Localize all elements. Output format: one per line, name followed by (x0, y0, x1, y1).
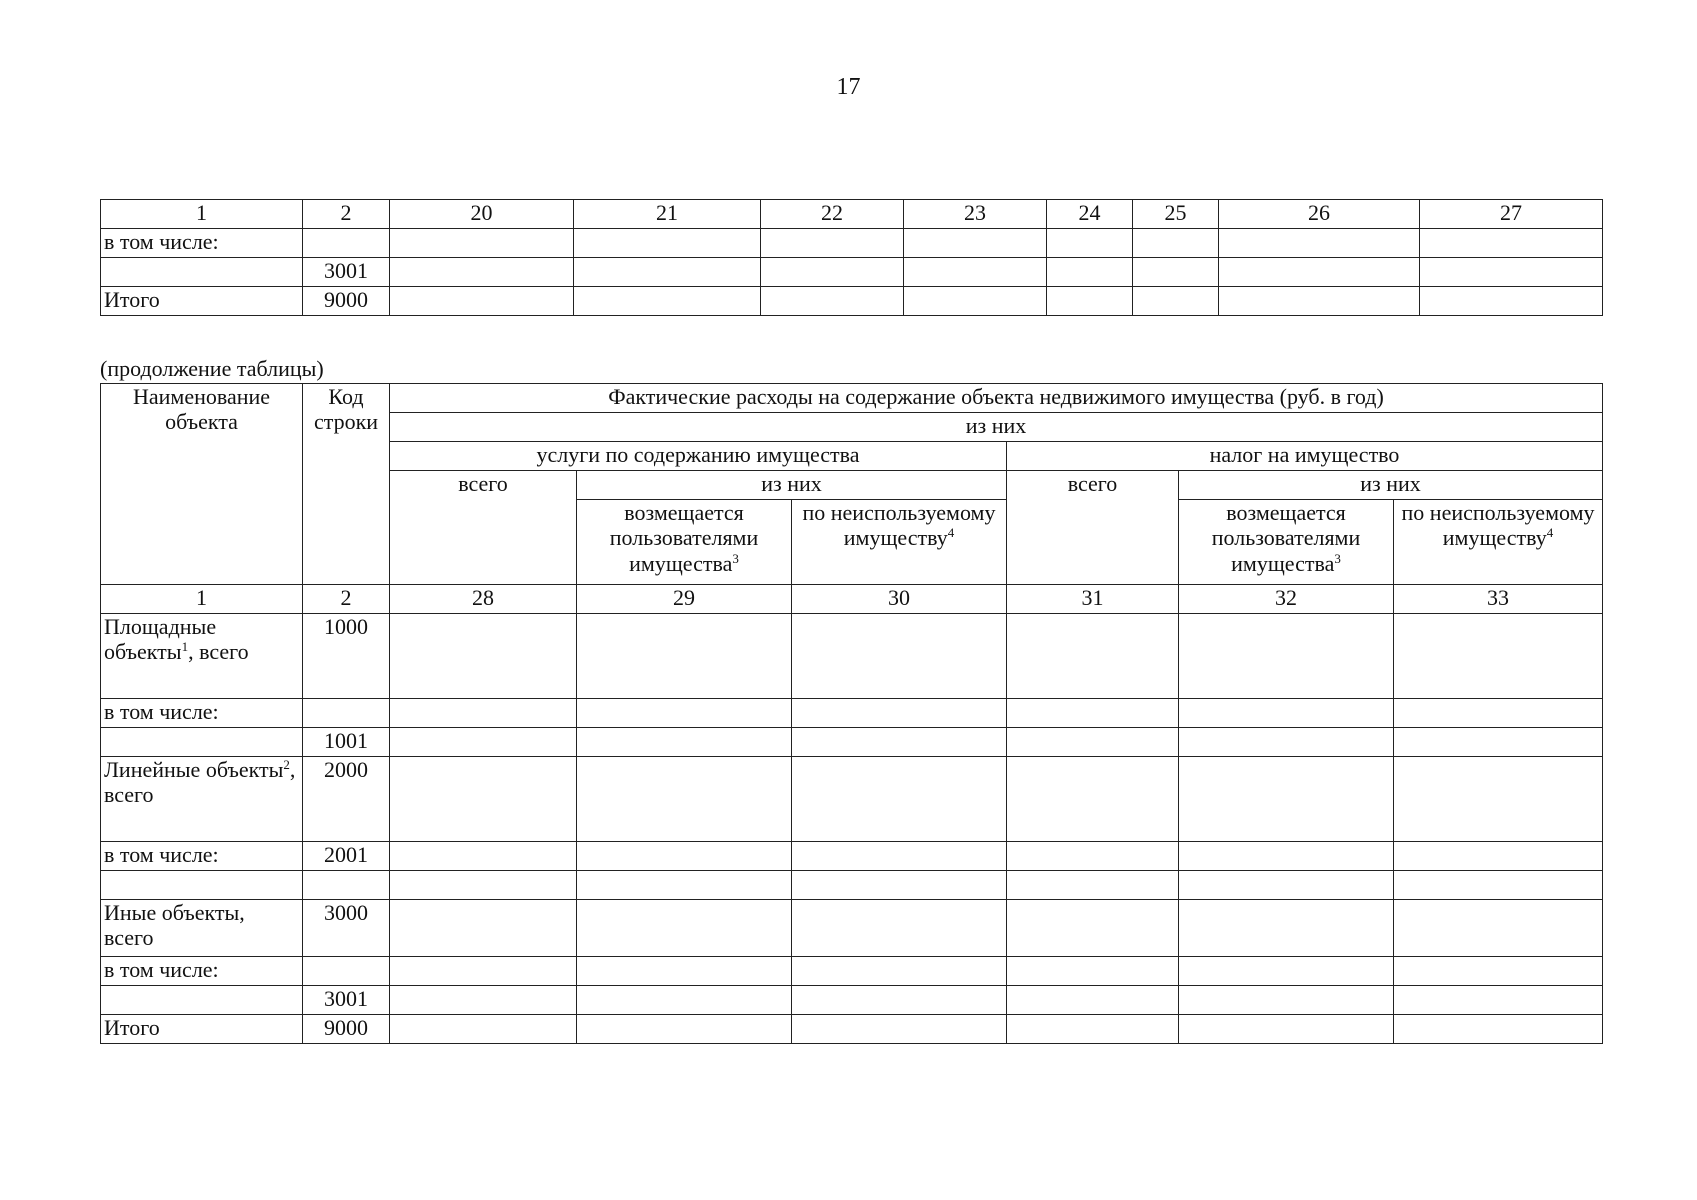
data-cell[interactable] (1179, 728, 1394, 757)
data-cell[interactable] (390, 1015, 577, 1044)
data-cell[interactable] (1219, 229, 1420, 258)
row-code: 3000 (303, 900, 390, 957)
header-cell: 21 (574, 200, 761, 229)
header-row-1 (101, 384, 1603, 413)
header-services-unused (792, 500, 1007, 585)
row-name-suffix: , всего (188, 639, 249, 665)
row-name (101, 258, 303, 287)
header-cell: 1 (101, 200, 303, 229)
data-cell[interactable] (1007, 986, 1179, 1015)
data-cell[interactable] (1420, 258, 1603, 287)
data-cell[interactable] (1394, 728, 1603, 757)
footnote-mark: 1 (181, 639, 189, 655)
data-cell[interactable] (1179, 842, 1394, 871)
data-cell[interactable] (390, 614, 577, 699)
data-cell[interactable] (574, 258, 761, 287)
data-cell[interactable] (1133, 258, 1219, 287)
data-cell[interactable] (1394, 699, 1603, 728)
row-code (303, 871, 390, 900)
data-cell[interactable] (1179, 614, 1394, 699)
page-number: 17 (836, 74, 861, 100)
data-cell[interactable] (1394, 986, 1603, 1015)
data-cell[interactable] (577, 1015, 792, 1044)
data-cell[interactable] (1133, 287, 1219, 316)
column-header-code: Код строки (303, 384, 390, 585)
table-row (101, 699, 1603, 728)
main-header: Фактические расходы на содержание объекта недвижимого имущества (руб. в год) (390, 384, 1603, 413)
row-name: в том числе: (101, 699, 303, 728)
row-name: в том числе: (101, 229, 303, 258)
data-cell[interactable] (792, 986, 1007, 1015)
data-cell[interactable] (1420, 229, 1603, 258)
header-services-reimbursed (577, 500, 792, 585)
table-caption: (продолжение таблицы) (100, 356, 324, 381)
table-row (101, 1015, 1603, 1044)
data-cell[interactable] (1394, 614, 1603, 699)
row-name (101, 757, 303, 842)
row-code (303, 229, 390, 258)
column-number: 2 (303, 585, 390, 614)
data-cell[interactable] (1394, 900, 1603, 957)
data-cell[interactable] (390, 757, 577, 842)
table-columns-20-27 (100, 199, 1603, 316)
header-cell: 2 (303, 200, 390, 229)
table-row (101, 258, 1603, 287)
header-text: возмещается пользователями имущества (1211, 500, 1361, 576)
data-cell[interactable] (792, 842, 1007, 871)
header-cell: 23 (904, 200, 1047, 229)
data-cell[interactable] (1179, 757, 1394, 842)
row-name: в том числе: (101, 957, 303, 986)
data-cell[interactable] (1179, 871, 1394, 900)
data-cell[interactable] (1219, 258, 1420, 287)
data-cell[interactable] (1007, 842, 1179, 871)
row-code: 1001 (303, 728, 390, 757)
data-cell[interactable] (1179, 900, 1394, 957)
column-number: 31 (1007, 585, 1179, 614)
header-cell: 26 (1219, 200, 1420, 229)
data-cell[interactable] (1007, 728, 1179, 757)
data-cell[interactable] (1394, 1015, 1603, 1044)
data-cell[interactable] (1394, 957, 1603, 986)
data-cell[interactable] (390, 287, 574, 316)
data-cell[interactable] (904, 258, 1047, 287)
table-row (101, 229, 1603, 258)
footnote-mark: 2 (283, 757, 290, 772)
data-cell[interactable] (1007, 757, 1179, 842)
data-cell[interactable] (904, 229, 1047, 258)
header-text: по неиспользуемому имуществу (1401, 500, 1595, 551)
data-cell[interactable] (761, 258, 904, 287)
table-row (101, 871, 1603, 900)
row-name: Итого (101, 287, 303, 316)
table-row (101, 728, 1603, 757)
header-text: по неиспользуемому имуществу (802, 500, 996, 551)
row-name-text: Площадные объекты (104, 614, 217, 665)
data-cell[interactable] (390, 957, 577, 986)
data-cell[interactable] (390, 699, 577, 728)
footnote-mark: 4 (947, 525, 955, 541)
data-cell[interactable] (574, 287, 761, 316)
header-services-iz-nih: из них (577, 471, 1007, 500)
header-cell: 22 (761, 200, 904, 229)
data-cell[interactable] (577, 957, 792, 986)
table-row (101, 957, 1603, 986)
row-code (303, 957, 390, 986)
data-cell[interactable] (904, 287, 1047, 316)
data-cell[interactable] (390, 986, 577, 1015)
group-header-tax: налог на имущество (1007, 442, 1603, 471)
data-cell[interactable] (761, 287, 904, 316)
row-name (101, 986, 303, 1015)
data-cell[interactable] (577, 986, 792, 1015)
data-cell[interactable] (1007, 957, 1179, 986)
table-row (101, 842, 1603, 871)
data-cell[interactable] (1007, 614, 1179, 699)
data-cell[interactable] (390, 229, 574, 258)
column-number: 33 (1394, 585, 1603, 614)
data-cell[interactable] (1394, 871, 1603, 900)
header-services-total: всего (390, 471, 577, 585)
data-cell[interactable] (1133, 229, 1219, 258)
data-cell[interactable] (577, 871, 792, 900)
data-cell[interactable] (1394, 842, 1603, 871)
data-cell[interactable] (577, 842, 792, 871)
table-row (101, 900, 1603, 957)
footnote-mark: 3 (732, 550, 739, 566)
data-cell[interactable] (792, 1015, 1007, 1044)
data-cell[interactable] (792, 757, 1007, 842)
data-cell[interactable] (1179, 957, 1394, 986)
header-cell: 25 (1133, 200, 1219, 229)
column-number: 30 (792, 585, 1007, 614)
data-cell[interactable] (1047, 229, 1133, 258)
data-cell[interactable] (577, 728, 792, 757)
table-row (101, 986, 1603, 1015)
data-cell[interactable] (390, 258, 574, 287)
column-number-row (101, 585, 1603, 614)
row-name: Итого (101, 1015, 303, 1044)
data-cell[interactable] (1007, 871, 1179, 900)
data-cell[interactable] (577, 757, 792, 842)
header-text: возмещается пользователями имущества (609, 500, 759, 576)
footnote-mark: 4 (1546, 525, 1554, 541)
data-cell[interactable] (792, 871, 1007, 900)
data-cell[interactable] (1394, 757, 1603, 842)
row-code: 3001 (303, 986, 390, 1015)
group-header-services: услуги по содержанию имущества (390, 442, 1007, 471)
row-code: 2000 (303, 757, 390, 842)
data-cell[interactable] (792, 900, 1007, 957)
column-number: 28 (390, 585, 577, 614)
data-cell[interactable] (1179, 986, 1394, 1015)
data-cell[interactable] (1219, 287, 1420, 316)
data-cell[interactable] (792, 699, 1007, 728)
data-cell[interactable] (1047, 258, 1133, 287)
data-cell[interactable] (1179, 1015, 1394, 1044)
header-cell: 20 (390, 200, 574, 229)
header-row (101, 200, 1603, 229)
data-cell[interactable] (761, 229, 904, 258)
footnote-mark: 3 (1334, 550, 1341, 566)
data-cell[interactable] (577, 699, 792, 728)
row-name: Иные объекты, всего (101, 900, 303, 957)
row-code: 9000 (303, 1015, 390, 1044)
column-header-name: Наименование объекта (101, 384, 303, 585)
row-name-suffix: , всего (104, 757, 296, 808)
header-cell: 24 (1047, 200, 1133, 229)
row-code: 9000 (303, 287, 390, 316)
data-cell[interactable] (1179, 699, 1394, 728)
table-row (101, 757, 1603, 842)
row-code: 1000 (303, 614, 390, 699)
data-cell[interactable] (1007, 699, 1179, 728)
column-number: 32 (1179, 585, 1394, 614)
row-code: 3001 (303, 258, 390, 287)
column-number: 1 (101, 585, 303, 614)
table-columns-28-33 (100, 383, 1603, 1044)
row-name-text: Линейные объекты (104, 757, 284, 782)
row-name (101, 871, 303, 900)
header-tax-iz-nih: из них (1179, 471, 1603, 500)
data-cell[interactable] (390, 900, 577, 957)
data-cell[interactable] (792, 957, 1007, 986)
data-cell[interactable] (574, 229, 761, 258)
data-cell[interactable] (390, 842, 577, 871)
data-cell[interactable] (792, 614, 1007, 699)
data-cell[interactable] (792, 728, 1007, 757)
table-row (101, 287, 1603, 316)
header-cell: 27 (1420, 200, 1603, 229)
header-tax-unused (1394, 500, 1603, 585)
data-cell[interactable] (1007, 900, 1179, 957)
row-code: 2001 (303, 842, 390, 871)
data-cell[interactable] (390, 871, 577, 900)
header-tax-total: всего (1007, 471, 1179, 585)
subheader-iz-nih: из них (390, 413, 1603, 442)
data-cell[interactable] (390, 728, 577, 757)
data-cell[interactable] (1420, 287, 1603, 316)
row-name (101, 728, 303, 757)
table-row (101, 614, 1603, 699)
row-code (303, 699, 390, 728)
row-name: в том числе: (101, 842, 303, 871)
data-cell[interactable] (577, 614, 792, 699)
data-cell[interactable] (1007, 1015, 1179, 1044)
data-cell[interactable] (577, 900, 792, 957)
header-tax-reimbursed (1179, 500, 1394, 585)
row-name (101, 614, 303, 699)
column-number: 29 (577, 585, 792, 614)
data-cell[interactable] (1047, 287, 1133, 316)
